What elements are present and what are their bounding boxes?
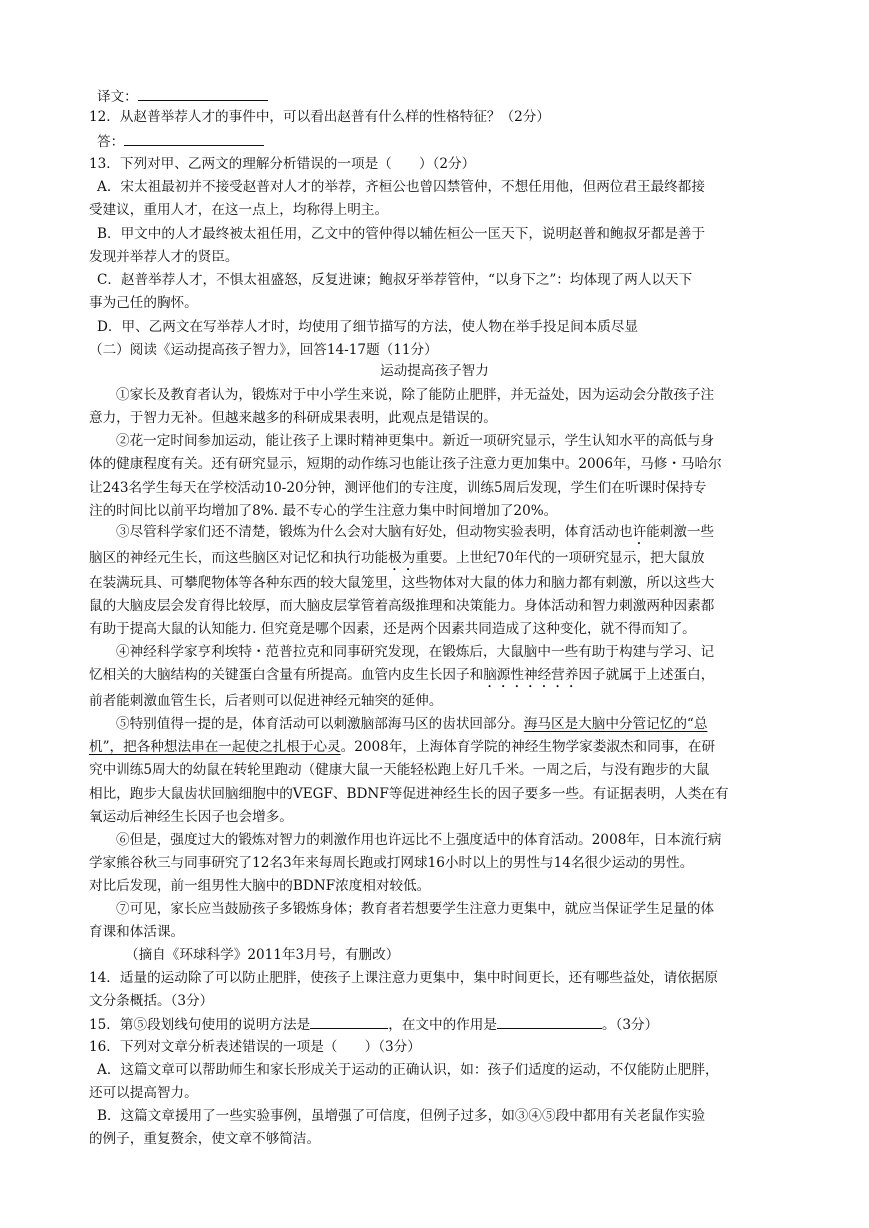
q13-option-a-line2: 受建议，重用人才，在这一点上，均称得上明主。	[89, 202, 389, 218]
q13-option-a-line1: A．宋太祖最初并不接受赵普对人才的举荐，齐桓公也曾囚禁管仲，不想任用他，但两位君王最终都接	[97, 179, 705, 195]
emphasized-phrase-bdnf: 脑源性神经营养	[483, 667, 579, 683]
para5-line2-tail: 。2008年，上海体育学院的神经生物学家娄淑杰和同事，在研	[340, 739, 716, 755]
section2-heading: （二）阅读《运动提高孩子智力》，回答14-17题（11分）	[89, 342, 438, 358]
para5-line1-text: ⑤特别值得一提的是，体育活动可以刺激脑部海马区的齿状回部分。	[116, 716, 524, 732]
emphasized-word-jiwei: 极为	[388, 550, 416, 566]
q14-line2: 文分条概括。（3分）	[89, 993, 214, 1009]
q16-option-a-line2: 还可以提高智力。	[89, 1085, 198, 1101]
para1-line2: 意力，于智力无补。但越来越多的科研成果表明，此观点是错误的。	[89, 410, 497, 426]
q13-option-d: D．甲、乙两文在写举荐人才时，均使用了细节描写的方法，使人物在举手投足间本质尽显	[97, 319, 639, 335]
q13-option-c-line1: C．赵普举荐人才，不惧太祖盛怒，反复进谏；鲍叔牙举荐管仲，“以身下之”：均体现了两人以天下	[97, 272, 693, 288]
q16-option-b-line2: 的例子，重复赘余，使文章不够简洁。	[89, 1131, 321, 1147]
article-source: （摘自《环球科学》2011年3月号，有删改）	[125, 947, 400, 963]
q12-answer-line	[97, 132, 264, 151]
q11-translation-label: 译文：	[97, 89, 138, 105]
para4-line1: ④神经科学家亨利埃特・范普拉克和同事研究发现，在锻炼后，大鼠脑中一些有助于构建与学习、记	[116, 644, 715, 660]
underlined-sentence-part2: 机”，把各种想法串在一起使之扎根于心灵	[89, 739, 341, 755]
para3-line4: 鼠的大脑皮层会发育得比较厚，而大脑皮层掌管着高级推理和决策能力。身体活动和智力刺激两种因素都	[89, 598, 715, 614]
q15-text-2: ，在文中的作用是	[388, 1017, 497, 1033]
para3-line2-text: 脑区的神经元生长，而这些脑区对记忆和执行功能	[89, 550, 389, 566]
q11-translation-line	[97, 87, 268, 106]
q15-line	[89, 1015, 658, 1034]
para2-line2: 体的健康程度有关。还有研究显示，短期的动作练习也能让孩子注意力更加集中。2006年，马修・马哈尔	[89, 456, 722, 472]
q12-answer-blank[interactable]	[124, 132, 264, 146]
q16-option-b-line1: B．这篇文章援用了一些实验事例，虽增强了可信度，但例子过多，如③④⑤段中都用有关老鼠作实验	[97, 1108, 706, 1124]
para6-line3: 对比后发现，前一组男性大脑中的BDNF浓度相对较低。	[89, 878, 431, 894]
para6-line1: ⑥但是，强度过大的锻炼对智力的刺激作用也许远比不上强度适中的体育活动。2008年，日本流行病	[116, 832, 722, 848]
para5-line3: 究中训练5周大的幼鼠在转轮里跑动（健康大鼠一天能轻松跑上好几千米。一周之后，与没有跑步的大鼠	[89, 762, 710, 778]
q13-option-c-line2: 事为己任的胸怀。	[89, 295, 198, 311]
q15-method-blank[interactable]	[310, 1015, 388, 1029]
para5-line1	[116, 715, 707, 733]
article-title: 运动提高孩子智力	[380, 363, 489, 379]
q12-answer-label: 答：	[97, 134, 125, 150]
q15-text-1: 15．第⑤段划线句使用的说明方法是	[89, 1017, 311, 1033]
para6-line2: 学家熊谷秋三与同事研究了12名3年来每周长跑或打网球16小时以上的男性与14名很少运动的男性。	[89, 855, 694, 871]
para2-line1: ②花一定时间参加运动，能让孩子上课时精神更集中。新近一项研究显示，学生认知水平的高低与身	[116, 433, 715, 449]
q16-question: 16．下列对文章分析表述错误的一项是（ ）（3分）	[89, 1039, 421, 1055]
para3-line1-tail: 能刺激一些	[646, 524, 715, 540]
q13-question: 13．下列对甲、乙两文的理解分析错误的一项是（ ）（2分）	[89, 156, 476, 172]
para3-line2-tail: 重要。上世纪70年代的一项研究显示，把大鼠放	[415, 550, 705, 566]
para5-line2	[89, 738, 715, 756]
para4-line2-tail: 因子就属于上述蛋白，	[578, 667, 715, 683]
para4-line2	[89, 666, 714, 691]
para3-line5: 有助于提高大鼠的认知能力. 但究竟是哪个因素，还是两个因素共同造成了这种变化，就不得而知了。	[89, 621, 696, 637]
underlined-sentence-part1: 海马区是大脑中分管记忆的“总	[523, 716, 708, 732]
para1-line1: ①家长及教育者认为，锻炼对于中小学生来说，除了能防止肥胖，并无益处，因为运动会分散孩子注	[116, 387, 715, 403]
q13-option-b-line1: B．甲文中的人才最终被太祖任用，乙文中的管仲得以辅佐桓公一匡天下，说明赵普和鲍叔牙都是善于	[97, 226, 706, 242]
para7-line1: ⑦可见，家长应当鼓励孩子多锻炼身体；教育者若想要学生注意力更集中，就应当保证学生足量的体	[116, 901, 715, 917]
para3-line3: 在装满玩具、可攀爬物体等各种东西的较大鼠笼里，这些物体对大鼠的体力和脑力都有刺激，所以这些大	[89, 575, 715, 591]
para3-line2	[89, 549, 704, 574]
q13-option-b-line2: 发现并举荐人才的贤臣。	[89, 249, 239, 265]
q12-question: 12．从赵普举荐人才的事件中，可以看出赵普有什么样的性格特征？（2分）	[89, 109, 550, 125]
q11-translation-blank[interactable]	[138, 87, 268, 101]
q15-text-3: 。（3分）	[601, 1017, 659, 1033]
para5-line5: 氧运动后神经生长因子也会增多。	[89, 809, 293, 825]
q16-option-a-line1: A．这篇文章可以帮助师生和家长形成关于运动的正确认识，如：孩子们适度的运动，不仅能防止肥胖，	[97, 1062, 719, 1078]
para2-line3: 让243名学生每天在学校活动10-20分钟，测评他们的专注度，训练5周后发现，学生们在听课时保持专	[89, 480, 707, 496]
q15-effect-blank[interactable]	[497, 1015, 602, 1029]
para7-line2: 育课和体活课。	[89, 924, 185, 940]
para2-line4: 注的时间比以前平均增加了8%. 最不专心的学生注意力集中时间增加了20%。	[89, 503, 558, 519]
para4-line2-text: 忆相关的大脑结构的关键蛋白含量有所提高。血管内皮生长因子和	[89, 667, 484, 683]
q14-line1: 14．适量的运动除了可以防止肥胖，使孩子上课注意力更集中，集中时间更长，还有哪些益处，请依据原	[89, 970, 719, 986]
emphasized-word-xu: 许	[632, 524, 647, 540]
para5-line4: 相比，跑步大鼠齿状回脑细胞中的VEGF、BDNF等促进神经生长的因子要多一些。有证据表明，人类在有	[89, 786, 729, 802]
para3-line1	[116, 523, 714, 548]
para4-line3: 前者能刺激血管生长，后者则可以促进神经元轴突的延伸。	[89, 693, 443, 709]
para3-line1-text: ③尽管科学家们还不清楚，锻炼为什么会对大脑有好处，但动物实验表明，体育活动也	[116, 524, 633, 540]
